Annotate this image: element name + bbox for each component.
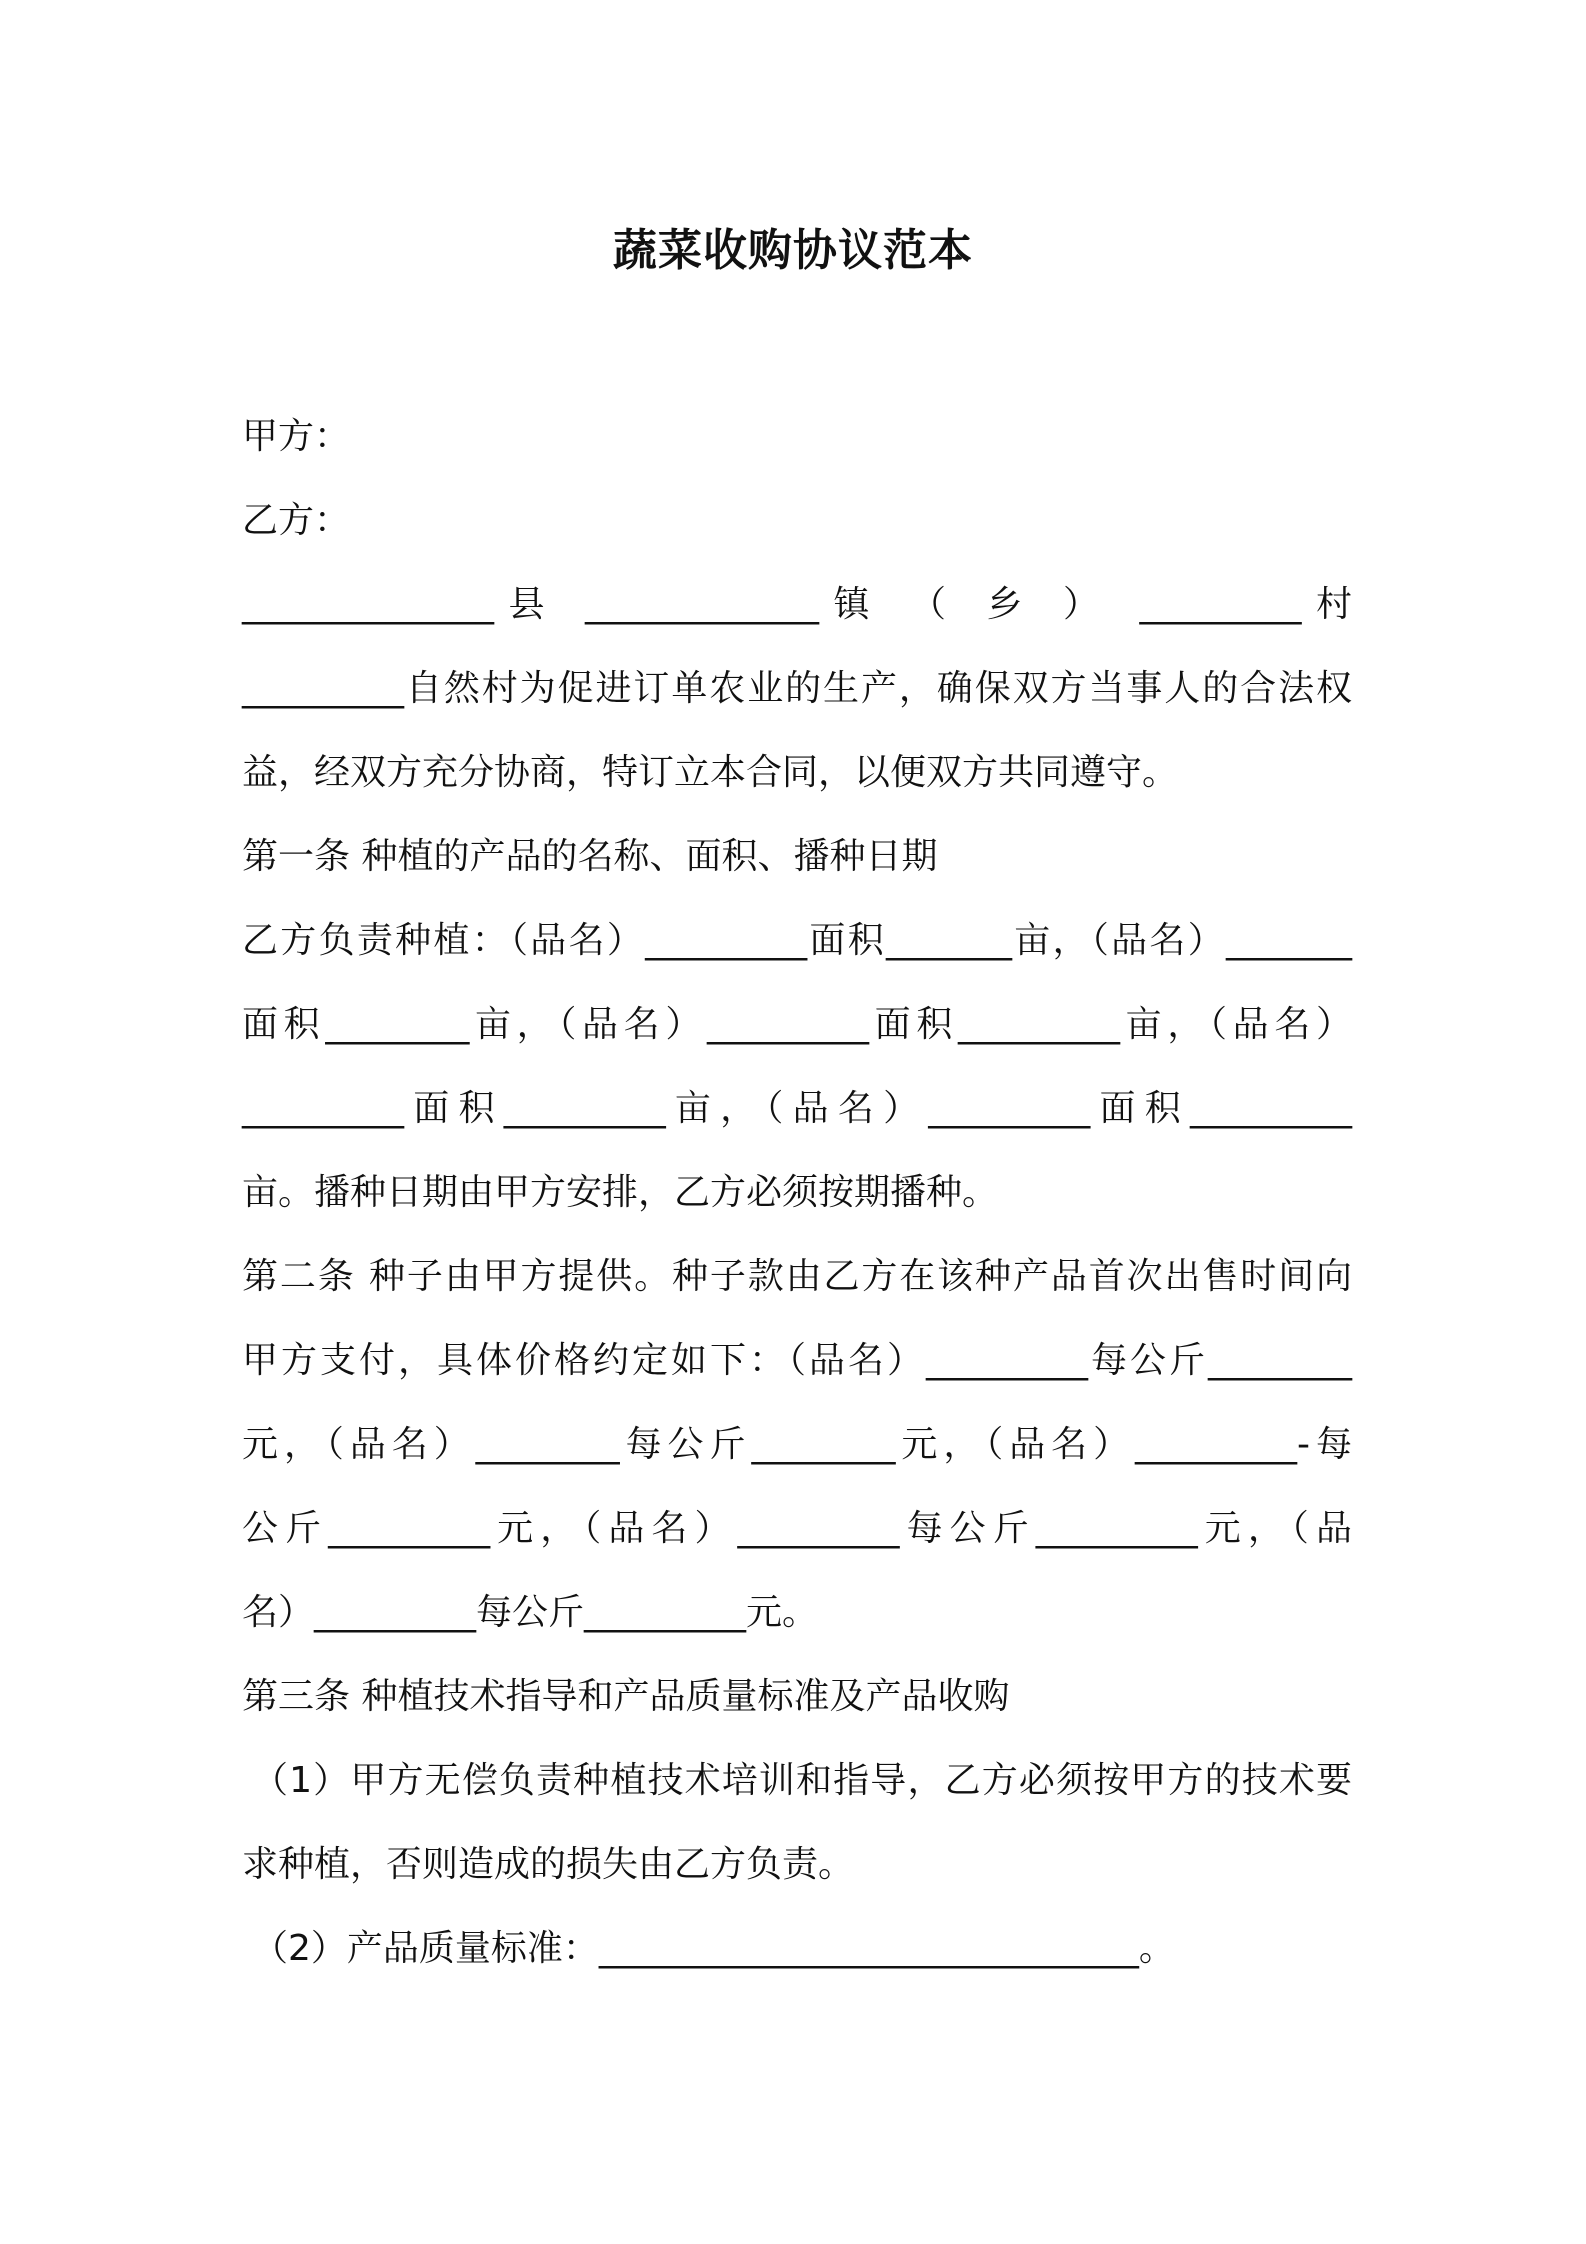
party-b-line: 乙方： [242, 500, 351, 541]
party-a-line: 甲方： [242, 416, 351, 457]
paragraph-line: 甲方支付，具体价格约定如下：（品名）_________每公斤________ [242, 1340, 1352, 1381]
paragraph-line: 名）_________每公斤_________元。 [242, 1592, 819, 1633]
paragraph-line: _________面积_________亩，（品名）_________面积_________ [242, 1088, 1352, 1129]
article-heading: 第二条 种子由甲方提供。种子款由乙方在该种产品首次出售时间向 [242, 1256, 1352, 1297]
paragraph-line: 亩。播种日期由甲方安排，乙方必须按期播种。 [242, 1172, 999, 1213]
article-heading: 第三条 种植技术指导和产品质量标准及产品收购 [242, 1676, 1010, 1717]
paragraph-line: 公斤_________元，（品名）_________每公斤_________元，（品 [242, 1508, 1352, 1549]
paragraph-line: 益，经双方充分协商，特订立本合同，以便双方共同遵守。 [242, 752, 1179, 793]
document-title: 蔬菜收购协议范本 [613, 225, 973, 276]
paragraph-line: 乙方负责种植：（品名）_________面积_______亩，（品名）_______ [242, 920, 1352, 961]
paragraph-line: 求种植，否则造成的损失由乙方负责。 [242, 1844, 855, 1885]
paragraph-line: _________自然村为促进订单农业的生产，确保双方当事人的合法权 [242, 668, 1352, 709]
paragraph-line: 面积________亩，（品名）_________面积_________亩，（品名） [242, 1004, 1352, 1045]
paragraph-line: （1）甲方无偿负责种植技术培训和指导，乙方必须按甲方的技术要 [252, 1760, 1352, 1801]
paragraph-line: 元，（品名）________每公斤________元，（品名）_________-每 [242, 1424, 1352, 1465]
article-heading: 第一条 种植的产品的名称、面积、播种日期 [242, 836, 938, 877]
paragraph-line: （2）产品质量标准：______________________________。 [252, 1928, 1175, 1969]
paragraph-line: ______________县 _____________镇 （ 乡 ） _________村 [242, 584, 1352, 625]
